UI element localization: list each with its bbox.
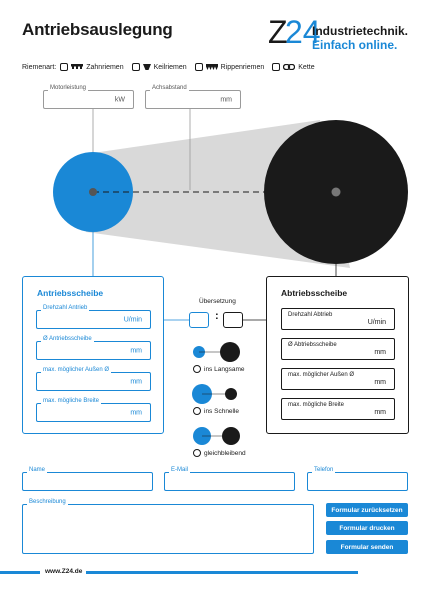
drive-max-outer-diameter-unit: mm <box>130 378 142 385</box>
drive-pulley-title: Antriebsscheibe <box>37 288 104 298</box>
fast-small-pulley <box>225 388 237 400</box>
driven-rpm-unit: U/min <box>367 319 386 326</box>
drive-max-outer-diameter-field[interactable] <box>36 367 151 391</box>
driven-max-width-unit: mm <box>374 409 386 416</box>
belt-type-label: Riemenart: <box>22 63 57 71</box>
axle-distance-label: Achsabstand <box>152 85 187 91</box>
reset-form-button[interactable]: Formular zurücksetzen <box>326 503 408 517</box>
ratio-separator: : <box>215 310 219 322</box>
drive-max-width-field[interactable] <box>36 398 151 422</box>
phone-label: Telefon <box>314 467 334 473</box>
driven-pulley-center <box>332 188 341 197</box>
footer-bar-right <box>86 571 358 574</box>
ratio-option-equal[interactable] <box>193 449 246 457</box>
driven-pulley-title: Abtriebsscheibe <box>281 288 348 298</box>
ratio-radio-fast[interactable] <box>193 407 201 415</box>
drive-diameter-unit: mm <box>130 347 142 354</box>
drive-max-width-label: max. mögliche Breite <box>43 398 100 404</box>
email-label: E-Mail <box>171 467 189 473</box>
driven-rpm-label: Drehzahl Abtrieb <box>288 312 333 318</box>
description-field[interactable] <box>22 499 314 554</box>
drive-pulley-center <box>89 188 97 196</box>
name-label: Name <box>29 467 46 473</box>
name-field[interactable] <box>22 467 153 491</box>
description-label: Beschreibung <box>29 499 66 505</box>
ratio-radio-equal[interactable] <box>193 449 201 457</box>
send-form-button[interactable]: Formular senden <box>326 540 408 554</box>
page-title: Antriebsauslegung <box>22 20 173 39</box>
belt-option-label: Kette <box>298 63 315 71</box>
ratio-label: Übersetzung <box>199 298 236 305</box>
driven-max-width-label: max. mögliche Breite <box>288 402 345 408</box>
ratio-option-label: gleichbleibend <box>204 449 246 457</box>
logo-24: 24 <box>285 14 321 50</box>
drive-max-width-unit: mm <box>130 409 142 416</box>
motor-power-unit: kW <box>114 96 125 103</box>
ratio-option-fast[interactable] <box>193 407 239 415</box>
print-form-button[interactable]: Formular drucken <box>326 521 408 535</box>
drive-max-outer-diameter-label: max. möglicher Außen Ø <box>43 367 110 373</box>
driven-rpm-field[interactable] <box>281 308 395 330</box>
driven-max-outer-diameter-unit: mm <box>374 379 386 386</box>
phone-field[interactable] <box>307 467 408 491</box>
equal-right-pulley <box>222 427 240 445</box>
footer-bar-left <box>0 571 40 574</box>
ratio-option-label: ins Schnelle <box>204 407 240 415</box>
driven-diameter-unit: mm <box>374 349 386 356</box>
logo-tagline-1: Industrietechnik. <box>312 24 409 38</box>
motor-power-label: Motorleistung <box>50 85 87 91</box>
ratio-input-right[interactable] <box>223 312 243 328</box>
ratio-radio-slow[interactable] <box>193 365 201 373</box>
driven-diameter-field[interactable] <box>281 338 395 360</box>
driven-diameter-label: Ø Abtriebsscheibe <box>288 342 337 348</box>
logo-z: Z <box>268 14 288 50</box>
drive-rpm-label: Drehzahl Antrieb <box>43 305 88 311</box>
ratio-option-slow[interactable] <box>193 365 244 373</box>
logo-tagline-2: Einfach online. <box>312 38 398 52</box>
axle-distance-field[interactable] <box>145 85 241 109</box>
belt-option-label: Rippenriemen <box>220 63 265 71</box>
drive-rpm-unit: U/min <box>123 316 142 323</box>
driven-max-outer-diameter-field[interactable] <box>281 368 395 390</box>
drive-diameter-label: Ø Antriebsscheibe <box>43 336 92 342</box>
drive-diameter-field[interactable] <box>36 336 151 360</box>
drive-rpm-field[interactable] <box>36 305 151 329</box>
ratio-input-left[interactable] <box>189 312 209 328</box>
footer-url[interactable]: www.Z24.de <box>45 568 83 575</box>
motor-power-field[interactable] <box>43 85 134 109</box>
ratio-option-label: ins Langsame <box>204 365 245 373</box>
belt-option-label: Keilriemen <box>153 63 187 71</box>
email-field[interactable] <box>164 467 295 491</box>
driven-max-width-field[interactable] <box>281 398 395 420</box>
driven-max-outer-diameter-label: max. möglicher Außen Ø <box>288 372 355 378</box>
belt-option-label: Zahnriemen <box>86 63 124 71</box>
slow-large-pulley <box>220 342 240 362</box>
axle-distance-unit: mm <box>220 96 232 103</box>
